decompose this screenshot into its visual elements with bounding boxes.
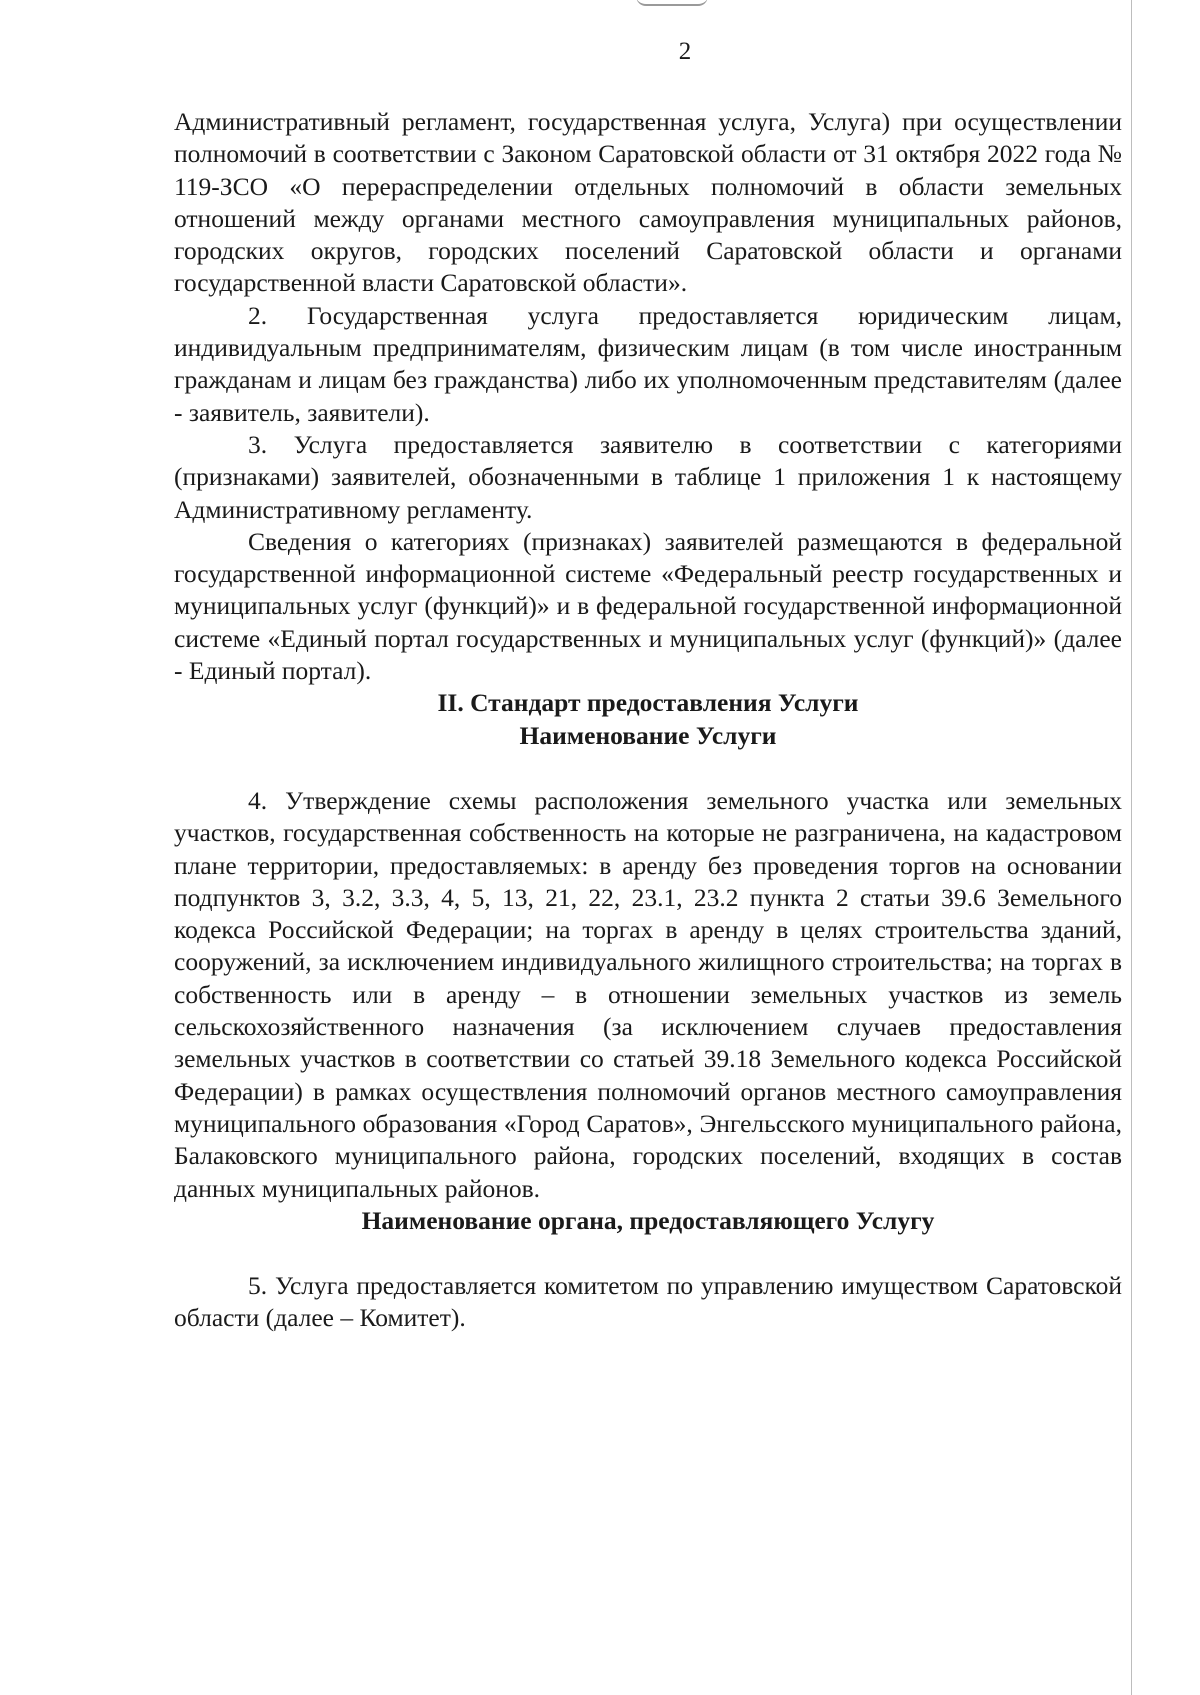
subheading-service-provider: Наименование органа, предоставляющего Услугу bbox=[361, 1205, 935, 1235]
paragraph-3: 3. Услуга предоставляется заявителю в соответствии с категориями (признаками) заявителей, обозначенными в таблице 1 приложения 1 к настоящему Административному регламенту. bbox=[174, 429, 1122, 524]
paragraph-5: 5. Услуга предоставляется комитетом по управлению имуществом Саратовской области (далее – Комитет). bbox=[174, 1271, 1122, 1333]
paragraph-4: 4. Утверждение схемы расположения земельного участка или земельных участков, государственная собственность на которые не разграничена, на кадастровом плане территории, предоставляемых: в аренду без проведения торгов на основании подпунктов 3, 3.2, 3.3, 4, 5, 13, 21, 22, 23.1, 23.2 пункта 2 статьи 39.6 Земельного кодекса Российской Федерации; на торгах в аренду в целях строительства зданий, сооружений, за исключением индивидуального жилищного строительства; на торгах в собственность или в аренду – в отношении земельных участков из земель сельскохозяйственного назначения (за исключением случаев предоставления земельных участков в соответствии со статьей 39.18 Земельного кодекса Российской Федерации) в рамках осуществления полномочий органов местного самоуправления муниципального образования «Город Саратов», Энгельсского муниципального района, Балаковского муниципального района, городских поселений, входящих в состав данных муниципальных районов. bbox=[174, 785, 1122, 1203]
page-edge-line bbox=[1131, 0, 1132, 1695]
paragraph-2: 2. Государственная услуга предоставляется юридическим лицам, индивидуальным предпринимателям, физическим лицам (в том числе иностранным гражданам и лицам без гражданства) либо их уполномоченным представителям (далее - заявитель, заявители). bbox=[174, 300, 1122, 427]
document-body bbox=[174, 106, 1122, 1335]
section-heading: II. Стандарт предоставления Услуги bbox=[437, 688, 859, 718]
binding-mark bbox=[636, 0, 708, 6]
page-number: 2 bbox=[678, 38, 692, 65]
subheading-service-name: Наименование Услуги bbox=[519, 720, 777, 750]
paragraph-applicant-info: Сведения о категориях (признаках) заявителей размещаются в федеральной государственной информационной системе «Федеральный реестр государственных и муниципальных услуг (функций)» и в федеральной государственной информационной системе «Единый портал государственных и муниципальных услуг (функций)» (далее - Единый портал). bbox=[174, 526, 1122, 686]
paragraph-intro-continuation: Административный регламент, государственная услуга, Услуга) при осуществлении полномочий в соответствии с Законом Саратовской области от 31 октября 2022 года № 119-ЗСО «О перераспределении отдельных полномочий в области земельных отношений между органами местного самоуправления муниципальных районов, городских округов, городских поселений Саратовской области и органами государственной власти Саратовской области». bbox=[174, 107, 1122, 298]
